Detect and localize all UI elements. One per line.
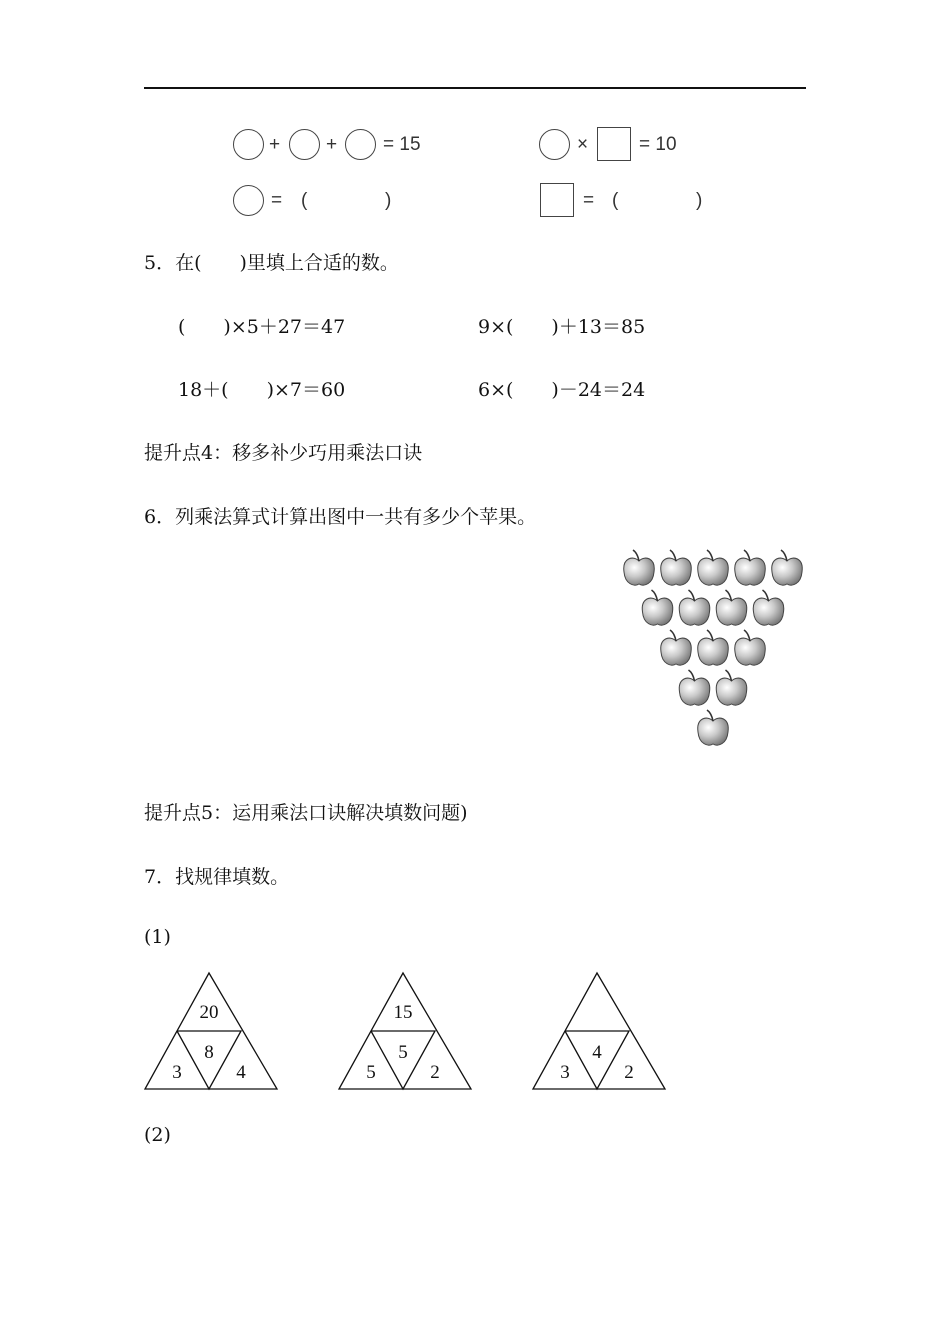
apple-icon: [679, 670, 709, 705]
number-triangle-3: [530, 970, 670, 1094]
number-triangle-2: [336, 970, 476, 1094]
section-point-4: 提升点4：移多补少巧用乘法口诀: [144, 442, 423, 464]
answer-paren-right: ): [696, 190, 703, 211]
apple-icon: [735, 630, 765, 665]
plus-sign: +: [269, 134, 281, 155]
header-rule: [144, 87, 806, 89]
triangle-right-number: 4: [236, 1062, 246, 1083]
times-sign: ×: [577, 134, 589, 155]
apple-icon: [716, 670, 746, 705]
triangle-top-number: 15: [393, 1002, 413, 1023]
equals-sign: =: [583, 190, 595, 211]
apple-icon: [735, 550, 765, 585]
question-7-title: 7．找规律填数。: [144, 866, 290, 888]
apple-triangle-image: [618, 549, 808, 753]
triangle-center-number: 8: [204, 1042, 214, 1063]
part-1-label: (1): [144, 926, 171, 948]
question-5-title: 5．在( )里填上合适的数。: [144, 252, 399, 274]
plus-sign: +: [326, 134, 338, 155]
q5-equation-1: ( )×5＋27＝47: [178, 316, 346, 338]
equation-result: = 10: [639, 134, 677, 155]
apple-icon: [698, 550, 728, 585]
apple-icon: [642, 590, 672, 625]
blank-circle[interactable]: [289, 129, 320, 160]
triangle-right-number: 2: [624, 1062, 634, 1083]
number-triangle-1: [142, 970, 282, 1094]
apple-icon: [679, 590, 709, 625]
section-point-5: 提升点5：运用乘法口诀解决填数问题): [144, 802, 468, 824]
apple-icon: [661, 550, 691, 585]
apple-icon: [753, 590, 783, 625]
apple-icon: [772, 550, 802, 585]
apple-icon: [661, 630, 691, 665]
triangle-center-number: 4: [592, 1042, 602, 1063]
blank-circle[interactable]: [345, 129, 376, 160]
triangle-right-number: 2: [430, 1062, 440, 1083]
blank-square[interactable]: [540, 183, 574, 217]
triangle-left-number: 3: [560, 1062, 570, 1083]
q5-equation-2: 9×( )＋13＝85: [478, 316, 646, 338]
blank-square[interactable]: [597, 127, 631, 161]
apple-icon: [698, 710, 728, 745]
blank-circle[interactable]: [539, 129, 570, 160]
apple-icon: [624, 550, 654, 585]
apple-icon: [716, 590, 746, 625]
blank-circle[interactable]: [233, 129, 264, 160]
triangle-center-number: 5: [398, 1042, 408, 1063]
triangle-left-number: 5: [366, 1062, 376, 1083]
blank-circle[interactable]: [233, 185, 264, 216]
triangle-left-number: 3: [172, 1062, 182, 1083]
answer-paren-left: (: [301, 190, 308, 211]
question-6-title: 6．列乘法算式计算出图中一共有多少个苹果。: [144, 506, 537, 528]
q5-equation-4: 6×( )－24＝24: [478, 379, 646, 401]
q5-equation-3: 18＋( )×7＝60: [178, 379, 346, 401]
triangle-top-number: 20: [199, 1002, 219, 1023]
apple-icon: [698, 630, 728, 665]
equals-sign: =: [271, 190, 283, 211]
answer-paren-left: (: [612, 190, 619, 211]
equation-result: = 15: [383, 134, 421, 155]
answer-paren-right: ): [385, 190, 392, 211]
part-2-label: (2): [144, 1124, 171, 1146]
